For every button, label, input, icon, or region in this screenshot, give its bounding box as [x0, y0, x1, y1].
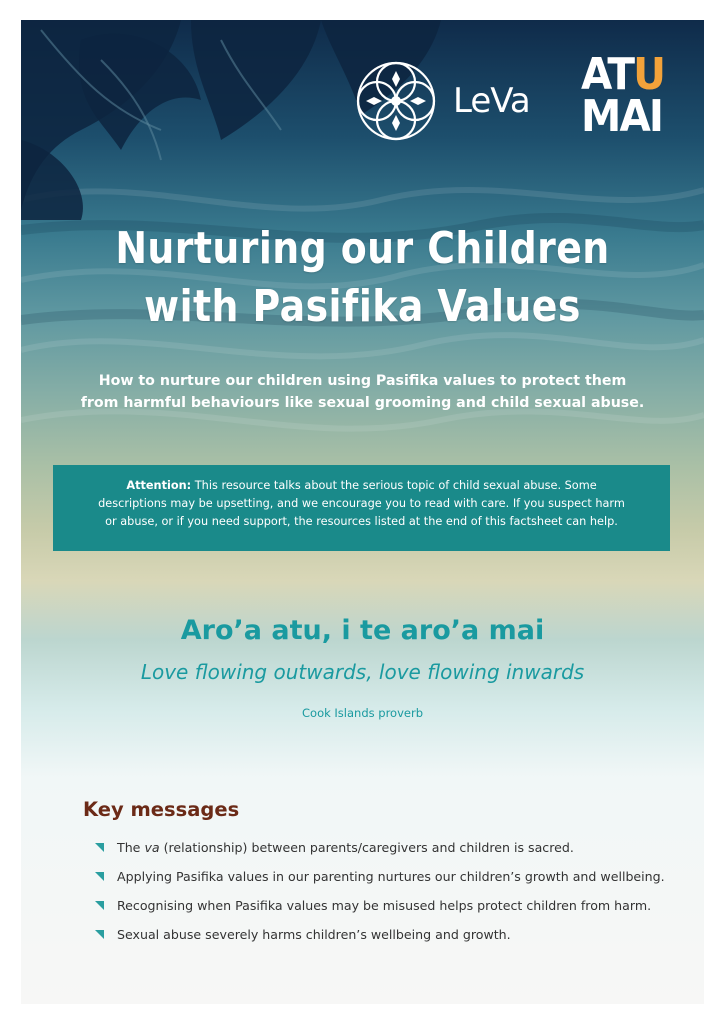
list-item-text: Recognising when Pasifika values may be misused helps protect children from harm.	[117, 898, 652, 913]
list-item	[95, 869, 695, 898]
list-item-text: The va (relationship) between parents/caregivers and children is sacred.	[117, 840, 574, 855]
bullet-triangle-icon	[95, 872, 104, 881]
key-messages-heading: Key messages	[83, 798, 240, 821]
page-subtitle	[61, 370, 664, 414]
proverb-original: Aro’a atu, i te aro’a mai	[180, 615, 545, 646]
va-emphasis: va	[144, 840, 160, 855]
list-item	[95, 927, 695, 956]
bullet-triangle-icon	[95, 843, 104, 852]
list-item-text: Applying Pasifika values in our parenting nurtures our children’s growth and wellbeing.	[117, 869, 665, 884]
atumai-at: AT	[581, 49, 634, 100]
proverb-source: Cook Islands proverb	[302, 706, 423, 720]
atumai-mai: MAI	[581, 91, 663, 142]
subtitle-line-2: from harmful behaviours like sexual grooming and child sexual abuse.	[80, 395, 645, 411]
atumai-u: U	[633, 49, 665, 100]
title-line-2: with Pasifika Values	[144, 281, 581, 332]
leva-logo	[351, 56, 530, 146]
leva-wordmark: LeVa	[453, 81, 530, 121]
list-item	[95, 898, 695, 927]
bullet-triangle-icon	[95, 901, 104, 910]
list-item	[95, 840, 695, 869]
atumai-logo	[581, 49, 665, 142]
attention-line-3: or abuse, or if you need support, the resources listed at the end of this factsheet can help.	[105, 515, 618, 528]
attention-line-1: This resource talks about the serious topic of child sexual abuse. Some	[191, 479, 597, 492]
subtitle-line-1: How to nurture our children using Pasifika values to protect them	[98, 373, 627, 389]
leva-emblem-icon	[351, 56, 441, 146]
factsheet-page	[21, 20, 704, 1004]
bullet-triangle-icon	[95, 930, 104, 939]
attention-line-2: descriptions may be upsetting, and we encourage you to read with care. If you suspect harm	[98, 497, 625, 510]
page-title	[69, 220, 656, 336]
list-item-text: Sexual abuse severely harms children’s wellbeing and growth.	[117, 927, 511, 942]
proverb-translation: Love flowing outwards, love flowing inwards	[140, 660, 585, 684]
title-line-1: Nurturing our Children	[115, 223, 610, 274]
attention-label: Attention:	[126, 479, 192, 492]
key-messages-list	[95, 840, 695, 956]
attention-banner	[53, 465, 670, 551]
